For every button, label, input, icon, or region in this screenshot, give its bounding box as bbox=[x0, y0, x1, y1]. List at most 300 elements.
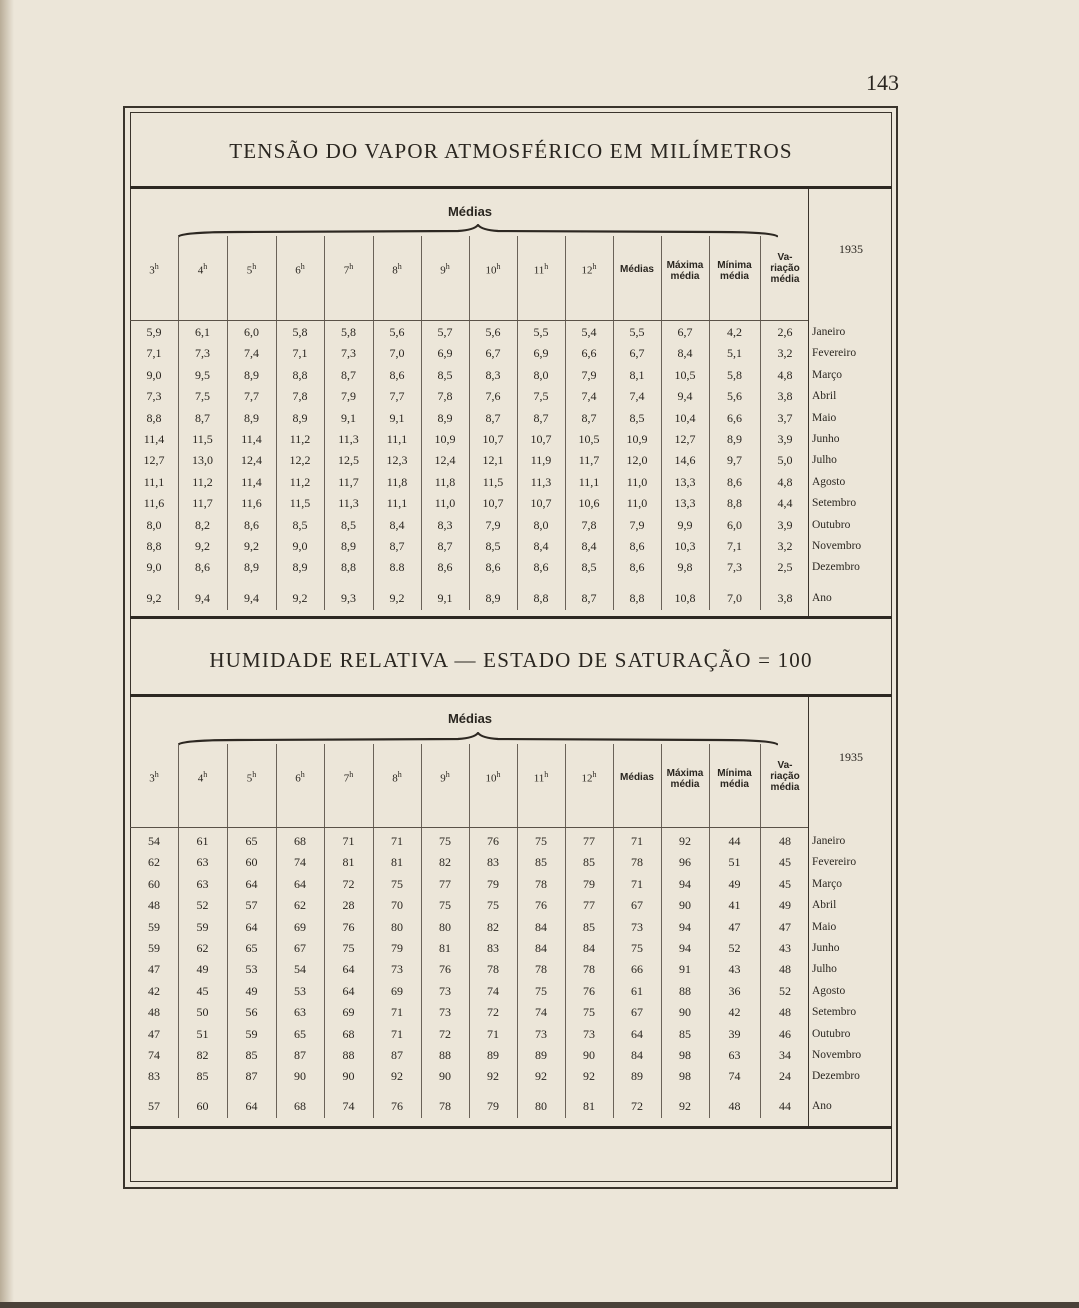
column-header-hour bbox=[227, 770, 276, 785]
table-cell: 66 bbox=[631, 962, 643, 977]
table-cell: 8,6 bbox=[629, 560, 645, 575]
table-cell: 64 bbox=[245, 919, 258, 934]
table-cell: 75 bbox=[631, 941, 643, 955]
table-cell: 3,8 bbox=[777, 591, 793, 605]
table-cell: 90 bbox=[342, 1069, 355, 1084]
table-cell: 83 bbox=[487, 855, 499, 870]
table-cell: 8,6 bbox=[629, 539, 645, 553]
table-cell: 2,6 bbox=[777, 325, 793, 339]
hour-number: 6 bbox=[295, 772, 301, 785]
table-cell: 8,6 bbox=[485, 560, 501, 575]
table-row bbox=[130, 429, 892, 450]
table-cell: 6,7 bbox=[677, 325, 693, 339]
table-cell: 76 bbox=[535, 898, 547, 913]
row-month-label: Setembro bbox=[812, 1006, 857, 1019]
table-cell: 7,9 bbox=[581, 367, 597, 382]
table-cell: 63 bbox=[196, 855, 209, 870]
table-cell: 75 bbox=[391, 876, 403, 891]
column-header-hour bbox=[517, 262, 565, 277]
table-cell: 12,4 bbox=[241, 453, 262, 468]
row-month-label: Abril bbox=[812, 899, 837, 912]
table-cell: 3,2 bbox=[777, 539, 793, 553]
table-cell: 65 bbox=[245, 834, 258, 848]
hour-suffix: h bbox=[397, 262, 402, 271]
table-cell: 8,8 bbox=[629, 591, 645, 605]
table-cell: 48 bbox=[779, 962, 791, 977]
table-cell: 81 bbox=[391, 855, 403, 870]
table-cell: 76 bbox=[439, 962, 451, 977]
table-cell: 62 bbox=[294, 898, 306, 913]
column-header-hour bbox=[517, 770, 565, 785]
table-cell: 8,3 bbox=[437, 517, 453, 532]
table-cell: 8,4 bbox=[677, 346, 693, 361]
table-cell: 8,5 bbox=[292, 517, 308, 532]
table-cell: 11,3 bbox=[530, 474, 552, 489]
table-row bbox=[130, 365, 892, 386]
table-cell: 12,7 bbox=[143, 453, 165, 468]
table-cell: 71 bbox=[391, 1005, 403, 1020]
table-cell: 8,3 bbox=[485, 367, 501, 382]
table-cell: 9,0 bbox=[292, 539, 308, 553]
header-line: Mínima bbox=[717, 768, 752, 779]
table-cell: 11,7 bbox=[192, 496, 213, 511]
table-cell: 9,1 bbox=[437, 591, 453, 605]
table-cell: 64 bbox=[294, 876, 306, 891]
table-cell: 75 bbox=[439, 898, 451, 913]
column-header-hour bbox=[373, 770, 421, 785]
hour-suffix: h bbox=[252, 770, 257, 779]
table-cell: 64 bbox=[631, 1026, 643, 1041]
table-cell: 52 bbox=[728, 941, 741, 955]
table-cell: 7,0 bbox=[727, 591, 742, 605]
table-row bbox=[130, 472, 892, 493]
table-row bbox=[130, 408, 892, 429]
hour-number: 9 bbox=[440, 264, 446, 277]
table-cell: 8,5 bbox=[341, 517, 356, 532]
page-bottom-edge bbox=[0, 1302, 1079, 1308]
table-cell: 8,5 bbox=[629, 410, 645, 425]
table-cell: 7,1 bbox=[727, 539, 742, 553]
hour-number: 4 bbox=[197, 772, 204, 785]
table-cell: 9,9 bbox=[677, 517, 693, 532]
table-cell: 9,2 bbox=[195, 539, 210, 553]
table-cell: 70 bbox=[391, 898, 403, 913]
table-cell: 3,9 bbox=[777, 432, 793, 446]
table-cell: 77 bbox=[583, 898, 595, 913]
table-cell: 7,3 bbox=[195, 346, 210, 361]
hour-suffix: h bbox=[203, 262, 208, 271]
table-cell: 9,4 bbox=[677, 389, 693, 404]
table-cell: 72 bbox=[631, 1099, 643, 1113]
table-cell: 8,7 bbox=[533, 410, 549, 425]
table-cell: 10,9 bbox=[434, 432, 456, 446]
table-cell: 82 bbox=[439, 855, 451, 870]
medias-brace bbox=[178, 732, 778, 746]
column-header-hour bbox=[469, 262, 517, 277]
medias-brace bbox=[178, 224, 778, 238]
row-month-label: Julho bbox=[812, 454, 837, 467]
table-row bbox=[130, 1045, 892, 1066]
table-cell: 11,5 bbox=[482, 474, 504, 489]
table-cell: 79 bbox=[487, 876, 499, 891]
medias-group-label: Médias bbox=[447, 711, 493, 726]
table-cell: 71 bbox=[631, 834, 643, 848]
hour-suffix: h bbox=[203, 770, 208, 779]
table-cell: 8,1 bbox=[629, 367, 645, 382]
table-cell: 73 bbox=[535, 1026, 547, 1041]
table-row bbox=[130, 515, 892, 536]
column-header-hour bbox=[469, 770, 517, 785]
header-line: média bbox=[670, 779, 700, 790]
row-month-label: Setembro bbox=[812, 497, 857, 510]
table-cell: 78 bbox=[535, 876, 547, 891]
table-cell: 71 bbox=[487, 1026, 499, 1041]
table-cell: 69 bbox=[294, 919, 306, 934]
table-cell: 7,5 bbox=[533, 389, 549, 404]
table-cell: 28 bbox=[342, 898, 355, 913]
table-cell: 82 bbox=[196, 1048, 209, 1062]
table-cell: 76 bbox=[583, 983, 595, 998]
table-cell: 7,4 bbox=[629, 389, 645, 404]
table-cell: 12,4 bbox=[434, 453, 456, 468]
header-line: Mínima bbox=[717, 260, 752, 271]
table-cell: 7,5 bbox=[195, 389, 210, 404]
table-cell: 5,8 bbox=[727, 367, 742, 382]
table-cell: 75 bbox=[439, 834, 451, 848]
table-cell: 8,7 bbox=[437, 539, 453, 553]
table-row bbox=[130, 1096, 892, 1117]
table-cell: 11,1 bbox=[386, 496, 408, 511]
table-cell: 80 bbox=[535, 1099, 547, 1113]
table-cell: 76 bbox=[391, 1099, 403, 1113]
table-cell: 57 bbox=[148, 1099, 160, 1113]
hour-suffix: h bbox=[544, 262, 549, 271]
column-header-hour bbox=[178, 770, 227, 785]
table-cell: 7,9 bbox=[629, 517, 645, 532]
table-cell: 42 bbox=[148, 983, 160, 998]
table-cell: 11,0 bbox=[626, 496, 648, 511]
table-cell: 98 bbox=[679, 1048, 691, 1062]
table-cell: 60 bbox=[245, 855, 258, 870]
column-header-hour bbox=[130, 262, 178, 277]
hour-number: 12 bbox=[581, 772, 593, 785]
table-cell: 24 bbox=[779, 1069, 791, 1084]
column-header-maxima bbox=[661, 768, 709, 790]
hour-number: 7 bbox=[343, 772, 350, 785]
hour-suffix: h bbox=[349, 262, 354, 271]
table-cell: 87 bbox=[245, 1069, 258, 1084]
table-cell: 8,9 bbox=[727, 432, 742, 446]
table-cell: 10,5 bbox=[578, 432, 600, 446]
table-cell: 8,9 bbox=[485, 591, 501, 605]
table-cell: 8,0 bbox=[146, 517, 162, 532]
table-row bbox=[130, 1066, 892, 1087]
table-cell: 11,2 bbox=[289, 432, 311, 446]
hour-suffix: h bbox=[445, 770, 450, 779]
table-cell: 5,4 bbox=[581, 325, 597, 339]
table-cell: 72 bbox=[439, 1026, 451, 1041]
table-cell: 52 bbox=[196, 898, 209, 913]
page-number: 143 bbox=[866, 70, 899, 95]
table-cell: 9,2 bbox=[389, 591, 405, 605]
table-cell: 94 bbox=[679, 876, 691, 891]
table-row bbox=[130, 874, 892, 895]
table-cell: 11,7 bbox=[338, 474, 359, 489]
table-cell: 7,9 bbox=[341, 389, 356, 404]
page-binding-shadow bbox=[0, 0, 14, 1308]
table-cell: 47 bbox=[148, 1026, 160, 1041]
table-cell: 9,0 bbox=[146, 560, 162, 575]
table-cell: 12,0 bbox=[626, 453, 648, 468]
table-cell: 61 bbox=[631, 983, 643, 998]
column-header-hour bbox=[565, 262, 613, 277]
table-cell: 9,2 bbox=[146, 591, 162, 605]
table-cell: 9,3 bbox=[341, 591, 356, 605]
table-row bbox=[130, 959, 892, 980]
hour-suffix: h bbox=[154, 770, 159, 779]
table-cell: 90 bbox=[439, 1069, 451, 1084]
table-cell: 57 bbox=[245, 898, 258, 913]
header-line: riação bbox=[770, 263, 800, 274]
table-cell: 9,1 bbox=[389, 410, 405, 425]
table-cell: 46 bbox=[779, 1026, 791, 1041]
table-cell: 88 bbox=[342, 1048, 355, 1062]
table-cell: 89 bbox=[487, 1048, 499, 1062]
column-header-medias: Médias bbox=[620, 264, 654, 275]
table-cell: 11,4 bbox=[241, 432, 262, 446]
row-month-label: Dezembro bbox=[812, 561, 860, 574]
column-header-hour bbox=[565, 770, 613, 785]
medias-group-label: Médias bbox=[447, 204, 493, 219]
table-cell: 47 bbox=[148, 962, 160, 977]
table-cell: 48 bbox=[779, 834, 791, 848]
table-cell: 59 bbox=[148, 919, 160, 934]
table-cell: 88 bbox=[439, 1048, 451, 1062]
table-cell: 11,0 bbox=[626, 474, 648, 489]
table-cell: 2,5 bbox=[777, 560, 793, 575]
table-title: TENSÃO DO VAPOR ATMOSFÉRICO EM MILÍMETROS bbox=[229, 139, 793, 163]
table-cell: 7,3 bbox=[341, 346, 356, 361]
table-cell: 6,9 bbox=[437, 346, 453, 361]
table-cell: 8,6 bbox=[244, 517, 259, 532]
table-row bbox=[130, 386, 892, 407]
table-cell: 5,7 bbox=[437, 325, 453, 339]
table-cell: 82 bbox=[487, 919, 499, 934]
table-cell: 4,2 bbox=[727, 325, 742, 339]
header-line: Va- bbox=[777, 252, 793, 263]
table-cell: 8,5 bbox=[485, 539, 501, 553]
table-cell: 9,5 bbox=[195, 367, 210, 382]
table-cell: 50 bbox=[196, 1005, 209, 1020]
table-cell: 3,7 bbox=[777, 410, 793, 425]
table-cell: 65 bbox=[294, 1026, 306, 1041]
table-cell: 7,4 bbox=[244, 346, 259, 361]
table-cell: 78 bbox=[583, 962, 595, 977]
table-cell: 62 bbox=[196, 941, 209, 955]
table-cell: 6,0 bbox=[244, 325, 259, 339]
table-cell: 8,0 bbox=[533, 367, 549, 382]
table-cell: 11,4 bbox=[241, 474, 262, 489]
table-cell: 90 bbox=[294, 1069, 306, 1084]
column-header-hour bbox=[324, 262, 373, 277]
table-row bbox=[130, 938, 892, 959]
table-cell: 98 bbox=[679, 1069, 691, 1084]
table-row bbox=[130, 981, 892, 1002]
table-cell: 73 bbox=[583, 1026, 595, 1041]
table-cell: 63 bbox=[728, 1048, 741, 1062]
table-cell: 54 bbox=[148, 834, 160, 848]
table-cell: 8,4 bbox=[581, 539, 597, 553]
table-cell: 10,7 bbox=[530, 432, 552, 446]
table-cell: 48 bbox=[779, 1005, 791, 1020]
table-cell: 51 bbox=[196, 1026, 209, 1041]
table-cell: 8,7 bbox=[341, 367, 356, 382]
column-header-hour bbox=[227, 262, 276, 277]
row-month-label: Março bbox=[812, 877, 843, 890]
table-cell: 7,1 bbox=[146, 346, 162, 361]
column-header-hour bbox=[421, 770, 469, 785]
table-cell: 8,7 bbox=[581, 410, 597, 425]
table-cell: 85 bbox=[583, 855, 595, 870]
table-cell: 73 bbox=[439, 1005, 451, 1020]
table-cell: 3,2 bbox=[777, 346, 793, 361]
row-month-label: Novembro bbox=[812, 540, 862, 552]
table-cell: 59 bbox=[245, 1026, 258, 1041]
table-cell: 74 bbox=[535, 1005, 547, 1020]
hour-number: 9 bbox=[440, 772, 446, 785]
table-cell: 8,8 bbox=[533, 591, 549, 605]
row-month-label: Ano bbox=[812, 1100, 832, 1112]
table-cell: 6,7 bbox=[485, 346, 501, 361]
table-cell: 7,9 bbox=[485, 517, 501, 532]
table-cell: 5,6 bbox=[389, 325, 405, 339]
table-cell: 8,7 bbox=[389, 539, 405, 553]
table-row bbox=[130, 343, 892, 364]
table-cell: 14,6 bbox=[674, 453, 696, 468]
hour-suffix: h bbox=[154, 262, 159, 271]
table-cell: 9,4 bbox=[195, 591, 210, 605]
table-title: HUMIDADE RELATIVA — ESTADO DE SATURAÇÃO = 100 bbox=[209, 648, 813, 672]
row-month-label: Outubro bbox=[812, 518, 851, 531]
table-cell: 11,8 bbox=[386, 474, 408, 489]
table-cell: 11,9 bbox=[530, 453, 552, 468]
table-cell: 75 bbox=[535, 834, 547, 848]
hour-suffix: h bbox=[445, 262, 450, 271]
table-cell: 81 bbox=[342, 855, 355, 870]
table-cell: 79 bbox=[487, 1099, 499, 1113]
table-cell: 36 bbox=[728, 983, 741, 998]
table-cell: 7,1 bbox=[292, 346, 308, 361]
table-cell: 9,8 bbox=[677, 560, 693, 575]
table-cell: 78 bbox=[439, 1099, 451, 1113]
table-cell: 5,6 bbox=[485, 325, 501, 339]
table-cell: 8,9 bbox=[292, 560, 308, 575]
header-rule bbox=[130, 320, 808, 321]
table-cell: 6,9 bbox=[533, 346, 549, 361]
table-cell: 91 bbox=[679, 962, 691, 977]
table-cell: 67 bbox=[631, 1005, 643, 1020]
table-cell: 8,9 bbox=[244, 367, 259, 382]
table-cell: 11,2 bbox=[192, 474, 213, 489]
table-cell: 92 bbox=[679, 834, 691, 848]
table-cell: 85 bbox=[245, 1048, 258, 1062]
table-cell: 48 bbox=[148, 1005, 160, 1020]
hour-number: 4 bbox=[197, 264, 204, 277]
table-cell: 59 bbox=[148, 941, 160, 955]
table-cell: 34 bbox=[779, 1048, 791, 1062]
table-cell: 11,5 bbox=[289, 496, 311, 511]
table-cell: 8,6 bbox=[533, 560, 549, 575]
table-cell: 74 bbox=[728, 1069, 741, 1084]
table-cell: 85 bbox=[679, 1026, 691, 1041]
column-header-minima bbox=[709, 260, 760, 282]
row-month-label: Novembro bbox=[812, 1049, 862, 1061]
table-cell: 9,0 bbox=[146, 367, 162, 382]
table-row bbox=[130, 493, 892, 514]
table-cell: 87 bbox=[294, 1048, 306, 1062]
table-cell: 11,1 bbox=[143, 474, 165, 489]
table-cell: 94 bbox=[679, 919, 691, 934]
table-cell: 6,6 bbox=[727, 410, 742, 425]
table-row bbox=[130, 1002, 892, 1023]
table-cell: 49 bbox=[245, 983, 258, 998]
table-cell: 78 bbox=[631, 855, 643, 870]
table-cell: 13,0 bbox=[192, 453, 213, 468]
hour-number: 10 bbox=[485, 264, 497, 277]
table-cell: 84 bbox=[535, 941, 547, 955]
table-cell: 10,7 bbox=[530, 496, 552, 511]
hour-number: 5 bbox=[246, 772, 253, 785]
table-cell: 49 bbox=[728, 876, 741, 891]
hour-number: 7 bbox=[343, 264, 350, 277]
table-cell: 68 bbox=[294, 834, 306, 848]
row-month-label: Janeiro bbox=[812, 326, 846, 338]
table-cell: 41 bbox=[728, 898, 741, 913]
table-cell: 96 bbox=[679, 855, 691, 870]
header-line: Va- bbox=[777, 760, 793, 771]
table-cell: 85 bbox=[535, 855, 547, 870]
table-cell: 85 bbox=[583, 919, 595, 934]
table-cell: 83 bbox=[487, 941, 499, 955]
table-cell: 6,7 bbox=[629, 346, 645, 361]
column-header-hour bbox=[421, 262, 469, 277]
table-cell: 11,4 bbox=[143, 432, 165, 446]
title-rule bbox=[130, 694, 892, 697]
table-cell: 74 bbox=[148, 1048, 160, 1062]
table-cell: 8,9 bbox=[437, 410, 453, 425]
table-cell: 81 bbox=[439, 941, 451, 955]
table-cell: 11,2 bbox=[289, 474, 311, 489]
table-cell: 42 bbox=[728, 1005, 741, 1020]
year-label: 1935 bbox=[839, 750, 863, 764]
header-line: média bbox=[770, 782, 800, 793]
hour-suffix: h bbox=[592, 770, 597, 779]
table-cell: 8,6 bbox=[195, 560, 210, 575]
table-cell: 47 bbox=[728, 919, 741, 934]
table-cell: 8,4 bbox=[389, 517, 405, 532]
table-cell: 5,0 bbox=[777, 453, 793, 468]
table-cell: 80 bbox=[439, 919, 451, 934]
table-cell: 5,5 bbox=[533, 325, 549, 339]
table-cell: 12,5 bbox=[338, 453, 359, 468]
table-cell: 43 bbox=[728, 962, 741, 977]
table-cell: 11,5 bbox=[192, 432, 213, 446]
row-month-label: Fevereiro bbox=[812, 347, 857, 360]
table-cell: 62 bbox=[148, 855, 160, 870]
table-cell: 8,0 bbox=[533, 517, 549, 532]
table-cell: 8,9 bbox=[244, 560, 259, 575]
title-rule bbox=[130, 186, 892, 189]
